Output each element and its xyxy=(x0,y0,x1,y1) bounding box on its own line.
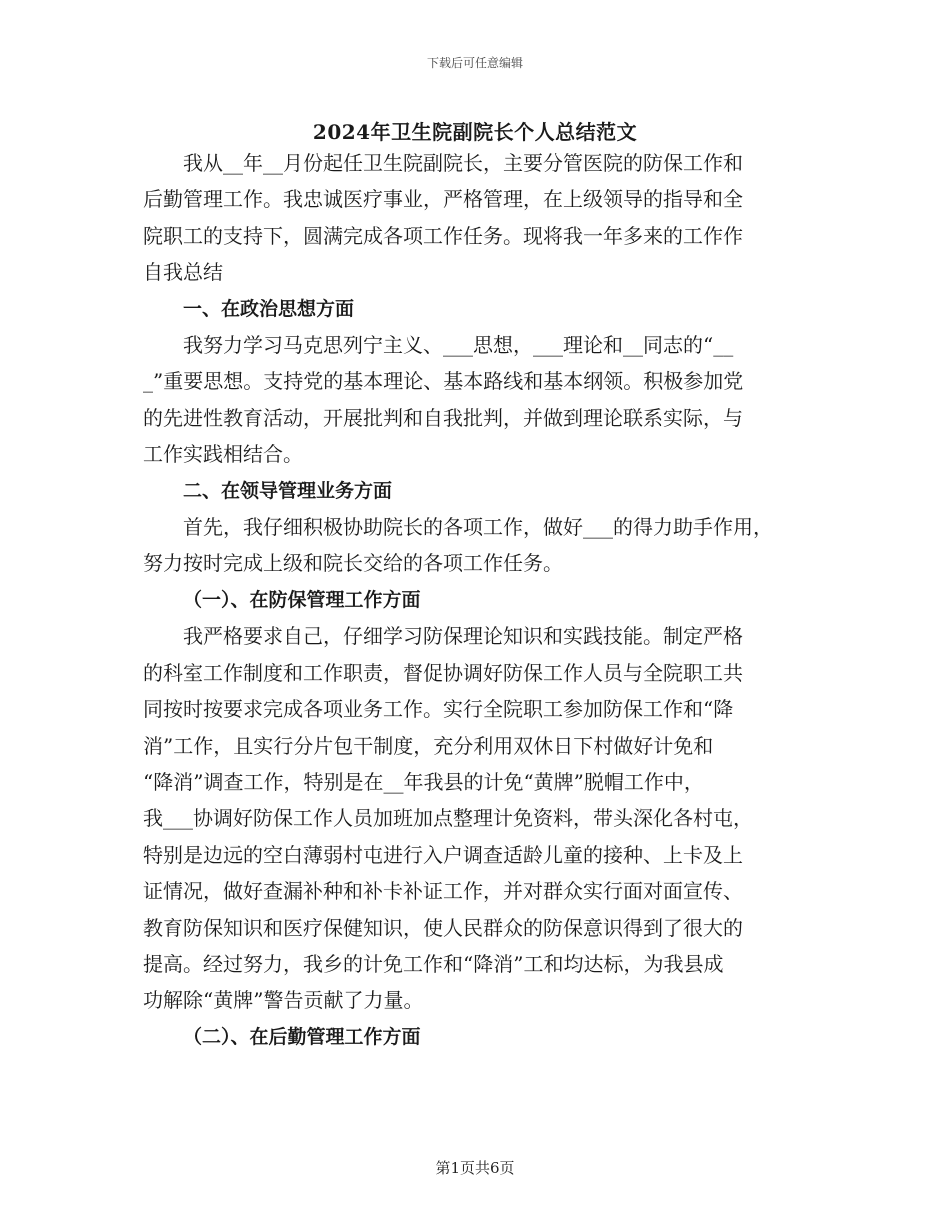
paragraph-line: 自我总结 xyxy=(143,260,223,285)
paragraph-line: 功解除“黄牌”警告贡献了力量。 xyxy=(143,988,424,1013)
paragraph-line: 我严格要求自己，仔细学习防保理论知识和实践技能。制定严格 xyxy=(183,624,743,649)
paragraph-line: “降消”调查工作，特别是在__年我县的计免“黄牌”脱帽工作中， xyxy=(143,769,704,794)
paragraph-line: 教育防保知识和医疗保健知识，使人民群众的防保意识得到了很大的 xyxy=(143,915,743,940)
page-footer: 第1页共6页 xyxy=(435,1159,515,1177)
document-body xyxy=(143,145,843,1055)
section-heading: 一、在政治思想方面 xyxy=(183,297,355,320)
paragraph-line: _”重要思想。支持党的基本理论、基本路线和基本纲领。积极参加党 xyxy=(143,369,744,394)
paragraph-line: 的科室工作制度和工作职责，督促协调好防保工作人员与全院职工共 xyxy=(143,660,743,685)
paragraph-line: 消”工作，且实行分片包干制度，充分利用双休日下村做好计免和 xyxy=(143,733,714,758)
subsection-heading: （二）、在后勤管理工作方面 xyxy=(183,1025,421,1048)
paragraph-line: 同按时按要求完成各项业务工作。实行全院职工参加防保工作和“降 xyxy=(143,697,734,722)
paragraph-line: 后勤管理工作。我忠诚医疗事业，严格管理，在上级领导的指导和全 xyxy=(143,187,743,212)
document-title: 2024年卫生院副院长个人总结范文 xyxy=(312,120,638,144)
subsection-heading: （一）、在防保管理工作方面 xyxy=(183,588,421,611)
paragraph-line: 特别是边远的空白薄弱村屯进行入户调查适龄儿童的接种、上卡及上 xyxy=(143,842,743,867)
paragraph-line: 提高。经过努力，我乡的计免工作和“降消”工和均达标，为我县成 xyxy=(143,951,724,976)
section-heading: 二、在领导管理业务方面 xyxy=(183,479,393,502)
paragraph-line: 我努力学习马克思列宁主义、___思想，___理论和__同志的“__ xyxy=(183,333,734,358)
paragraph-line: 工作实践相结合。 xyxy=(143,442,303,467)
paragraph-line: 证情况，做好查漏补种和补卡补证工作，并对群众实行面对面宣传、 xyxy=(143,879,743,904)
header-note: 下载后可任意编辑 xyxy=(426,56,523,70)
paragraph-line: 的先进性教育活动，开展批判和自我批判，并做到理论联系实际，与 xyxy=(143,405,743,430)
paragraph-line: 我从__年__月份起任卫生院副院长，主要分管医院的防保工作和 xyxy=(183,151,743,175)
paragraph-line: 我___协调好防保工作人员加班加点整理计免资料，带头深化各村屯， xyxy=(143,806,753,831)
paragraph-line: 首先，我仔细积极协助院长的各项工作，做好___的得力助手作用， xyxy=(183,515,773,540)
paragraph-line: 院职工的支持下，圆满完成各项工作任务。现将我一年多来的工作作 xyxy=(143,223,743,248)
paragraph-line: 努力按时完成上级和院长交给的各项工作任务。 xyxy=(143,551,563,576)
